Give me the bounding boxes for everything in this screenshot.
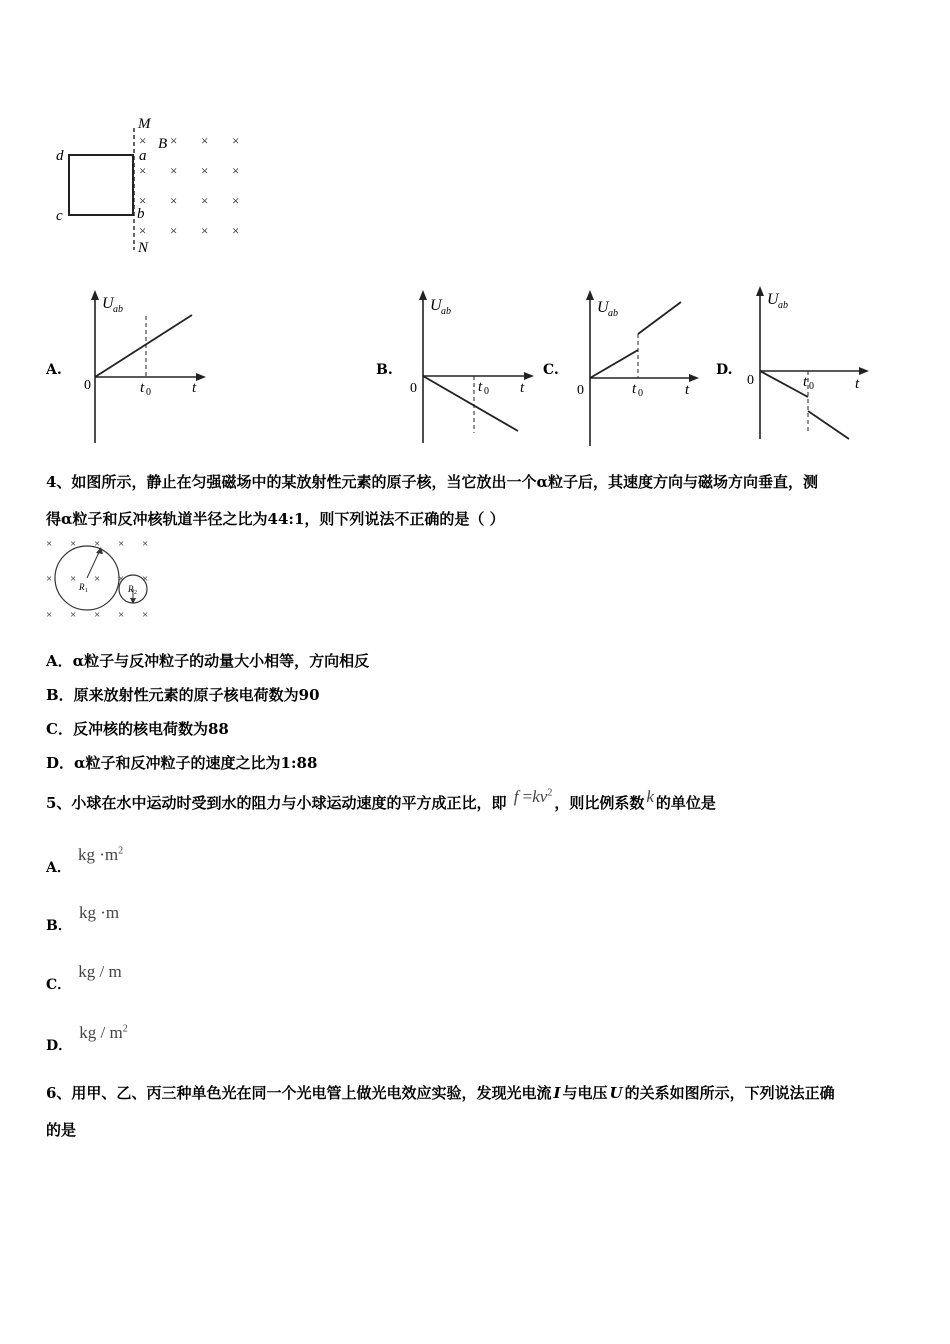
graph-d-line-1 [760, 371, 808, 397]
graph-a-line [95, 315, 192, 377]
svg-text:×: × [94, 609, 101, 621]
svg-text:0: 0 [809, 381, 814, 392]
svg-text:×: × [139, 193, 147, 208]
svg-text:R: R [79, 582, 85, 592]
label-d: d [56, 148, 64, 164]
svg-text:U: U [597, 299, 609, 316]
svg-text:×: × [46, 538, 53, 550]
q4-option-a[interactable]: A．α粒子与反冲粒子的动量大小相等，方向相反 [46, 652, 370, 670]
square-loop [69, 155, 133, 215]
svg-text:×: × [46, 573, 53, 585]
svg-text:0: 0 [577, 383, 584, 398]
q5-stem: 5、小球在水中运动时受到水的阻力与小球运动速度的平方成正比，即 $f =kv^2$，则比例系数 k 的单位是 [46, 787, 716, 812]
label-a: a [139, 148, 147, 164]
svg-text:0: 0 [410, 381, 417, 396]
svg-text:U: U [430, 297, 442, 314]
label-B: B [158, 136, 168, 152]
svg-text:×: × [201, 133, 209, 148]
graph-d-line-2 [808, 411, 849, 439]
svg-text:×: × [118, 538, 125, 550]
svg-text:0: 0 [747, 373, 754, 388]
svg-text:t: t [632, 381, 637, 397]
svg-text:ab: ab [441, 306, 451, 317]
svg-text:×: × [139, 223, 147, 238]
svg-text:×: × [170, 163, 178, 178]
svg-text:×: × [170, 133, 178, 148]
label-N: N [138, 240, 149, 256]
svg-text:U: U [767, 291, 779, 308]
svg-text:0: 0 [84, 378, 91, 393]
svg-text:t: t [803, 374, 808, 390]
label-c: c [56, 208, 63, 224]
graph-option-d[interactable] [745, 284, 875, 444]
q6-stem-line1: 6、用甲、乙、丙三种单色光在同一个光电管上做光电效应实验，发现光电流 I 与电压 U 的关系如图所示，下列说法正确 [46, 1084, 835, 1102]
svg-text:×: × [139, 133, 147, 148]
q4-option-d[interactable]: D．α粒子和反冲粒子的速度之比为1:88 [46, 754, 318, 772]
q4-option-b[interactable]: B．原来放射性元素的原子核电荷数为90 [46, 686, 320, 704]
svg-text:t: t [478, 379, 483, 395]
svg-text:×: × [201, 223, 209, 238]
svg-text:ab: ab [778, 300, 788, 311]
svg-text:t: t [685, 382, 690, 398]
graph-option-a-label[interactable]: A. [46, 362, 62, 378]
loop-field-figure [50, 110, 260, 260]
svg-text:2: 2 [134, 590, 137, 596]
svg-text:×: × [142, 538, 149, 550]
q5-option-a[interactable]: A． kg $\cdot m^2$ [46, 845, 124, 876]
q4-stem-line1: 4、如图所示，静止在匀强磁场中的某放射性元素的原子核，当它放出一个α粒子后，其速度方向与磁场方向垂直，测 [46, 473, 818, 491]
svg-text:×: × [232, 133, 240, 148]
svg-text:×: × [232, 193, 240, 208]
q4-option-c[interactable]: C．反冲核的核电荷数为88 [46, 720, 229, 738]
svg-text:ab: ab [608, 308, 618, 319]
svg-text:1: 1 [85, 588, 88, 594]
q4-stem-line2: 得α粒子和反冲核轨道半径之比为44:1，则下列说法不正确的是（ ） [46, 510, 505, 528]
graph-option-c[interactable] [575, 288, 705, 448]
svg-text:ab: ab [113, 304, 123, 315]
svg-text:×: × [232, 163, 240, 178]
svg-text:t: t [855, 376, 860, 392]
graph-b-line [423, 376, 518, 431]
graph-option-d-label[interactable]: D. [716, 362, 733, 378]
svg-text:×: × [46, 609, 53, 621]
svg-text:×: × [70, 573, 77, 585]
graph-c-line-1 [590, 350, 638, 378]
q5-option-b[interactable]: B． kg ·m [46, 903, 120, 934]
svg-text:×: × [142, 609, 149, 621]
graph-c-line-2 [638, 302, 681, 334]
svg-text:×: × [70, 609, 77, 621]
svg-text:×: × [170, 223, 178, 238]
svg-text:×: × [139, 163, 147, 178]
svg-text:×: × [118, 573, 125, 585]
graph-option-a[interactable] [80, 288, 210, 448]
svg-text:×: × [201, 193, 209, 208]
label-b: b [137, 206, 145, 222]
svg-text:t: t [192, 380, 197, 396]
svg-text:t: t [140, 380, 145, 396]
svg-text:×: × [201, 163, 209, 178]
q4-orbit-figure [42, 534, 162, 624]
q5-option-c[interactable]: C． kg / m [46, 962, 122, 993]
svg-text:U: U [102, 295, 114, 312]
svg-text:t: t [520, 380, 525, 396]
q5-formula: $f =kv^2$ [513, 787, 553, 806]
graph-option-b-label[interactable]: B. [376, 362, 393, 378]
q5-option-d[interactable]: D． kg / $m^2$ [46, 1023, 128, 1054]
svg-text:0: 0 [484, 386, 489, 397]
svg-text:×: × [94, 538, 101, 550]
svg-text:×: × [94, 573, 101, 585]
svg-text:×: × [70, 538, 77, 550]
field-crosses [139, 133, 239, 238]
svg-text:×: × [118, 609, 125, 621]
svg-text:0: 0 [146, 387, 151, 398]
label-M: M [138, 116, 151, 132]
svg-text:×: × [170, 193, 178, 208]
svg-text:×: × [142, 573, 149, 585]
graph-option-b[interactable] [408, 288, 538, 448]
graph-option-c-label[interactable]: C. [543, 362, 559, 378]
svg-text:R: R [128, 584, 134, 594]
svg-text:×: × [232, 223, 240, 238]
q6-stem-line2: 的是 [46, 1121, 77, 1139]
svg-text:0: 0 [638, 388, 643, 399]
